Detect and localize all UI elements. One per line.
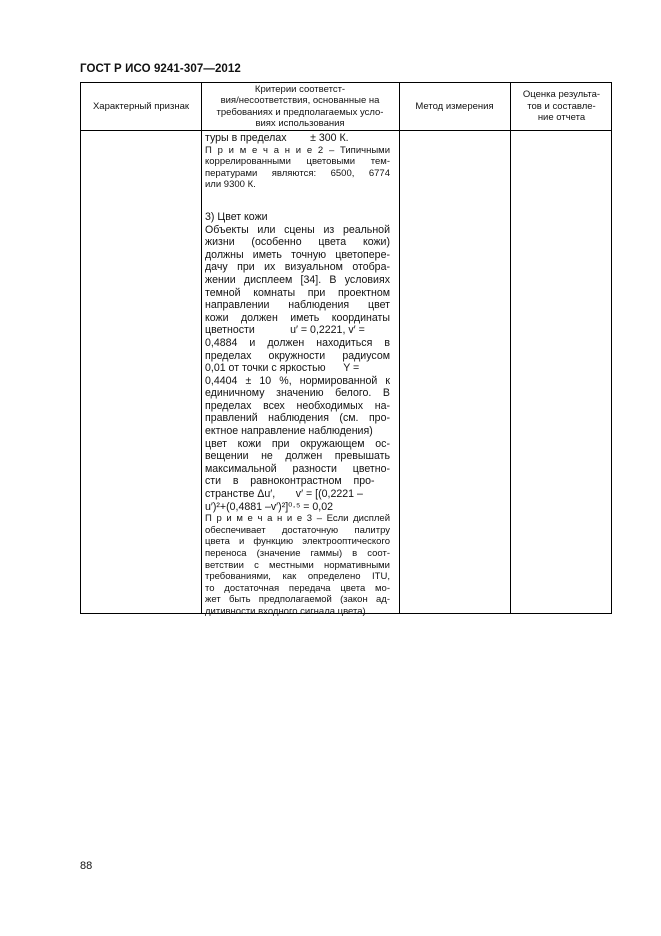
criteria-line: сти в равноконтрастном про-	[205, 475, 375, 488]
criteria-line: должны иметь точную цветопере-	[205, 248, 390, 261]
criteria-line: жении дисплеем [34]. В условиях	[205, 273, 390, 286]
header-evaluation	[510, 83, 613, 130]
criteria-line: цвет кожи при окружающем ос-	[205, 437, 390, 450]
criteria-line: максимальной разности цветно-	[205, 462, 390, 475]
criteria-line: пределах окружности радиусом	[205, 349, 390, 362]
criteria-line: пределах всех необходимых на-	[205, 399, 390, 412]
standard-title: ГОСТ Р ИСО 9241-307—2012	[80, 63, 241, 75]
criteria-cell	[205, 132, 390, 618]
formula-line: странстве Δu′, v′ = [(0,2221 –	[205, 488, 363, 501]
header-divider	[81, 130, 611, 131]
note-3-line: цвета и функцию электрооптического	[205, 536, 390, 548]
page-number: 88	[80, 860, 93, 872]
note-3-line: обеспечивает достаточную палитру	[205, 524, 390, 536]
criteria-line: правлений наблюдения (см. про-	[205, 412, 390, 425]
criteria-line: вещении не должен превышать	[205, 450, 390, 463]
note-3-line: переноса (значение гаммы) в соот-	[205, 548, 390, 559]
header-criteria	[201, 83, 399, 130]
formula-line: u′)²+(0,4881 –v′)²]⁰·⁵ = 0,02	[205, 500, 334, 513]
criteria-line: кожи должен иметь координаты	[205, 311, 390, 324]
criteria-line: Объекты или сцены из реальной	[205, 223, 390, 236]
note-3-line: требованиями, как определено ITU,	[205, 571, 390, 583]
criteria-line: единичному значению белого. В	[205, 387, 390, 400]
note-2-line: пературами являются: 6500, 6774	[205, 167, 390, 179]
note-3-line: П р и м е ч а н и е 3 – Если дисплей	[205, 513, 390, 525]
header-method-label: Метод измерения	[415, 100, 494, 112]
header-characteristic	[81, 83, 201, 130]
criteria-line: темной комнаты при проектном	[205, 286, 390, 299]
section-heading-skin-color: 3) Цвет кожи	[205, 210, 268, 223]
header-measurement-method	[399, 83, 510, 130]
criteria-line: направлении наблюдения цвет	[205, 299, 390, 312]
header-evaluation-label: Оценка результа- тов и составле- ние отчета	[522, 89, 601, 124]
note-3-line: дитивности входного сигнала цвета)	[205, 605, 366, 617]
note-3-line: то достаточная передача цвета мо-	[205, 582, 390, 594]
column-divider	[510, 83, 511, 613]
criteria-line: туры в пределах ± 300 К.	[205, 132, 349, 144]
criteria-line: цветности u′ = 0,2221, v′ =	[205, 324, 365, 337]
note-3-line: жет быть предполагаемой (закон ад-	[205, 594, 390, 606]
criteria-line: жизни (особенно цвета кожи)	[205, 236, 390, 249]
column-divider	[201, 83, 202, 613]
criteria-line: ектное направление наблюдения)	[205, 425, 373, 438]
note-2-line: коррелированными цветовыми тем-	[205, 156, 390, 168]
criteria-line: 0,4884 и должен находиться в	[205, 336, 390, 349]
header-criteria-label: Критерии соответст- вия/несоответствия, основанные на требованиях и предполагаемых усло- виях использования	[216, 83, 384, 129]
criteria-line: дачу при их визуальном отобра-	[205, 261, 390, 274]
criteria-line: 0,01 от точки с яркостью Y =	[205, 362, 360, 375]
note-3-line: ветствии с местными нормативными	[205, 559, 390, 571]
note-2-line: или 9300 К.	[205, 179, 256, 191]
note-2-line: П р и м е ч а н и е 2 – Типичными	[205, 144, 390, 156]
criteria-line: 0,4404 ± 10 %, нормированной к	[205, 374, 390, 387]
header-characteristic-label: Характерный признак	[92, 100, 190, 112]
column-divider	[399, 83, 400, 613]
criteria-table	[80, 82, 612, 617]
